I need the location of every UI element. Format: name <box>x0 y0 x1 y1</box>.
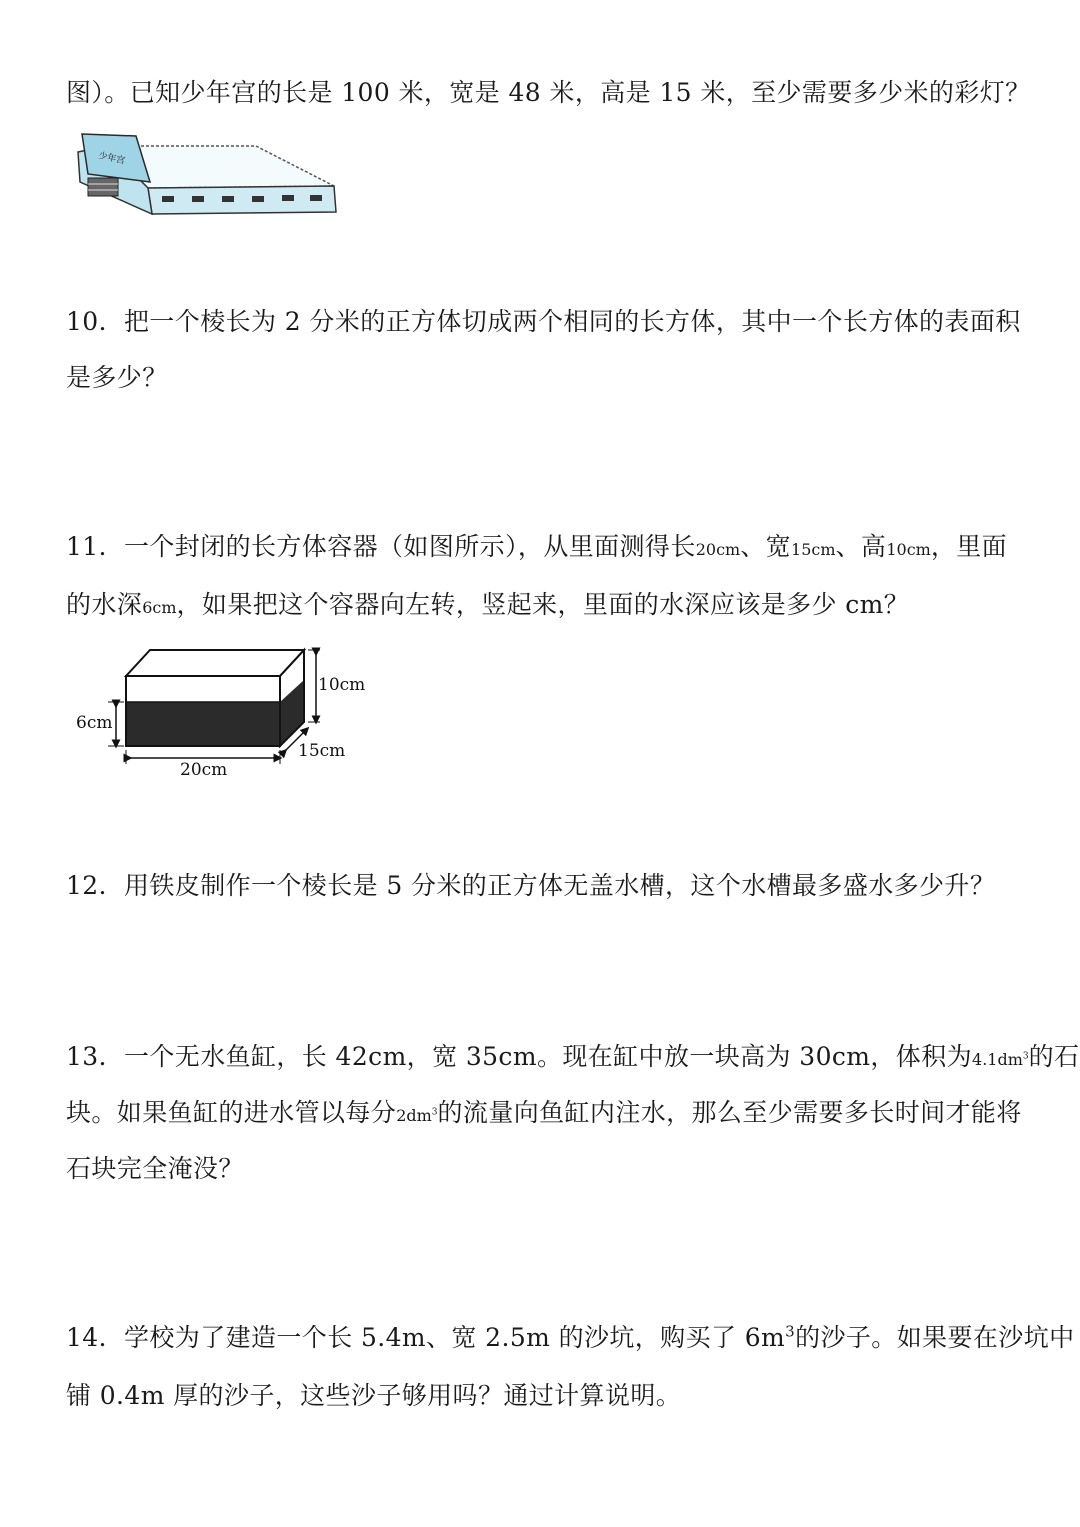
q13-flow-rate <box>396 1106 437 1125</box>
q13-stone-volume-value: 4.1dm <box>972 1050 1023 1069</box>
q13-text-line1 <box>66 1040 1079 1077</box>
q13-text-d: 的流量向鱼缸内注水，那么至少需要多长时间才能将 <box>437 1098 1022 1127</box>
q11-dim-height: 10cm <box>886 540 931 559</box>
q13-text-c: 块。如果鱼缸的进水管以每分 <box>66 1098 397 1127</box>
q11-text-line2 <box>66 588 909 625</box>
q13-flow-rate-value: 2dm <box>396 1106 432 1125</box>
q10-text-line1: 10．把一个棱长为 2 分米的正方体切成两个相同的长方体，其中一个长方体的表面积 <box>66 307 1021 336</box>
q14-exp: 3 <box>785 1322 796 1341</box>
sign-text: 少年宫 <box>97 151 126 167</box>
q11-dim-length: 20cm <box>695 540 741 559</box>
q14-text-line1 <box>66 1321 1075 1355</box>
youth-palace-figure <box>66 124 348 220</box>
q14-text-line2: 铺 0.4m 厚的沙子，这些沙子够用吗？通过计算说明。 <box>66 1381 682 1410</box>
q9-text-line1: 图）。已知少年宫的长是 100 米，宽是 48 米，高是 15 米，至少需要多少米的彩灯？ <box>66 78 1031 107</box>
q13-text-a: 13．一个无水鱼缸，长 42cm，宽 35cm。现在缸中放一块高为 30cm，体积为 <box>66 1042 973 1071</box>
q13-stone-volume-exp: 3 <box>1022 1051 1029 1062</box>
q13-flow-rate-exp: 3 <box>431 1107 438 1118</box>
q13-text-line3: 石块完全淹没？ <box>66 1154 244 1183</box>
q13-stone-volume <box>972 1050 1029 1069</box>
label-length: 20cm <box>180 760 228 780</box>
q11-dim-water: 6cm <box>142 598 177 617</box>
q10-text-line2: 是多少？ <box>66 363 168 392</box>
q14-text-a: 14．学校为了建造一个长 5.4m、宽 2.5m 的沙坑，购买了 6m <box>66 1323 786 1352</box>
q11-sep2: 、高 <box>835 532 887 561</box>
q11-text-b: ，里面 <box>930 532 1008 561</box>
label-width: 15cm <box>298 741 346 761</box>
q13-text-b: 的石 <box>1028 1042 1080 1071</box>
q11-text-c: 的水深 <box>66 590 143 619</box>
q12-text-line1: 12．用铁皮制作一个棱长是 5 分米的正方体无盖水槽，这个水槽最多盛水多少升？ <box>66 871 996 900</box>
q14-text-b: 的沙子。如果要在沙坑中 <box>795 1323 1075 1352</box>
q11-text-a: 11．一个封闭的长方体容器（如图所示），从里面测得长 <box>66 532 696 561</box>
q11-text-line1 <box>66 530 1007 567</box>
q11-sep1: 、宽 <box>740 532 792 561</box>
container-figure <box>70 640 380 780</box>
q11-dim-width: 15cm <box>791 540 836 559</box>
label-water: 6cm <box>76 713 113 733</box>
q13-text-line2 <box>66 1096 1022 1133</box>
label-height: 10cm <box>318 675 366 695</box>
q11-text-d: ，如果把这个容器向左转，竖起来，里面的水深应该是多少 cm？ <box>176 590 910 619</box>
